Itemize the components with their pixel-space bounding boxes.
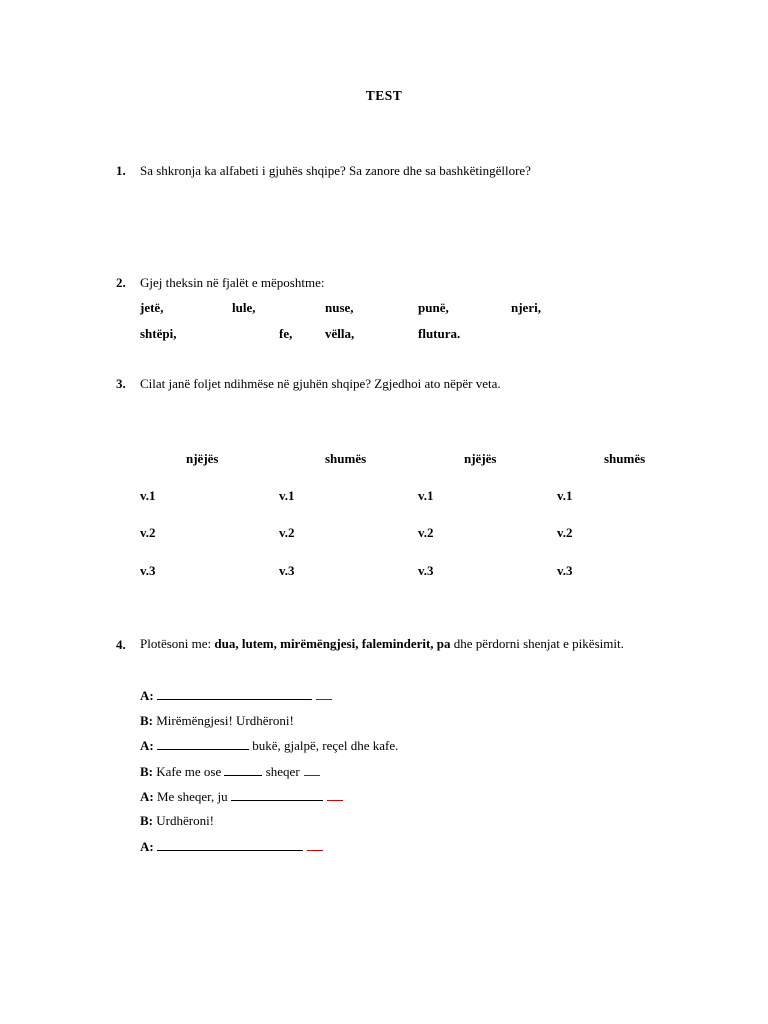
dialog-line-2	[140, 713, 294, 729]
dialog-text: sheqer	[265, 764, 300, 779]
speaker-label: A:	[140, 789, 154, 804]
word-item: fe,	[279, 326, 293, 341]
dialog-line-4	[140, 764, 320, 780]
question-1-text: Sa shkronja ka alfabeti i gjuhës shqipe? Sa zanore dhe sa bashkëtingëllore?	[140, 163, 531, 178]
punctuation-blank[interactable]	[307, 839, 323, 851]
speaker-label: B:	[140, 764, 153, 779]
speaker-label: A:	[140, 738, 154, 753]
table-cell: v.2	[140, 525, 156, 540]
page-title: TEST	[365, 88, 403, 103]
answer-blank[interactable]	[224, 764, 262, 776]
question-4-number: 4.	[116, 637, 126, 652]
table-header: shumës	[325, 451, 367, 466]
question-3-number: 3.	[116, 376, 126, 391]
table-cell: v.3	[140, 563, 156, 578]
question-2-number: 2.	[116, 275, 126, 290]
word-item: jetë,	[140, 300, 164, 315]
answer-blank[interactable]	[157, 688, 312, 700]
dialog-line-5	[140, 789, 343, 805]
table-cell: v.3	[418, 563, 434, 578]
table-header: njëjës	[186, 451, 219, 466]
dialog-text: Me sheqer, ju	[156, 789, 228, 804]
table-cell: v.1	[418, 488, 434, 503]
dialog-text: bukë, gjalpë, reçel dhe kafe.	[252, 738, 399, 753]
question-3-text: Cilat janë foljet ndihmëse në gjuhën shqipe? Zgjedhoi ato nëpër veta.	[140, 376, 501, 391]
question-1-number: 1.	[116, 163, 126, 178]
word-item: njeri,	[511, 300, 541, 315]
word-item: shtëpi,	[140, 326, 177, 341]
table-cell: v.3	[279, 563, 295, 578]
speaker-label: A:	[140, 688, 154, 703]
speaker-label: B:	[140, 713, 153, 728]
table-cell: v.3	[557, 563, 573, 578]
table-cell: v.2	[279, 525, 295, 540]
dialog-line-1	[140, 688, 332, 704]
dialog-line-6	[140, 813, 214, 829]
punctuation-blank[interactable]	[316, 688, 332, 700]
speaker-label: A:	[140, 839, 154, 854]
word-item: lule,	[232, 300, 256, 315]
answer-blank[interactable]	[157, 839, 303, 851]
dialog-line-7	[140, 839, 323, 855]
word-item: vëlla,	[325, 326, 355, 341]
table-header: njëjës	[464, 451, 497, 466]
table-cell: v.2	[418, 525, 434, 540]
table-cell: v.1	[557, 488, 573, 503]
question-2-text: Gjej theksin në fjalët e mëposhtme:	[140, 275, 325, 290]
dialog-line-3	[140, 738, 398, 754]
dialog-text: Urdhëroni!	[156, 813, 215, 828]
word-item: punë,	[418, 300, 449, 315]
answer-blank[interactable]	[231, 789, 323, 801]
word-item: flutura.	[418, 326, 461, 341]
instructions-words: dua, lutem, mirëmëngjesi, faleminderit, pa	[214, 636, 451, 651]
answer-blank[interactable]	[157, 738, 249, 750]
instructions-end: dhe përdorni shenjat e pikësimit.	[453, 636, 624, 651]
dialog-text: Kafe me ose	[156, 764, 222, 779]
punctuation-blank[interactable]	[327, 789, 343, 801]
table-header: shumës	[604, 451, 646, 466]
question-4-instructions	[140, 631, 675, 657]
table-cell: v.1	[279, 488, 295, 503]
instructions-start: Plotësoni me:	[140, 636, 212, 651]
punctuation-blank[interactable]	[304, 764, 320, 776]
speaker-label: B:	[140, 813, 153, 828]
table-cell: v.2	[557, 525, 573, 540]
word-item: nuse,	[325, 300, 354, 315]
table-cell: v.1	[140, 488, 156, 503]
dialog-text: Mirëmëngjesi! Urdhëroni!	[156, 713, 294, 728]
